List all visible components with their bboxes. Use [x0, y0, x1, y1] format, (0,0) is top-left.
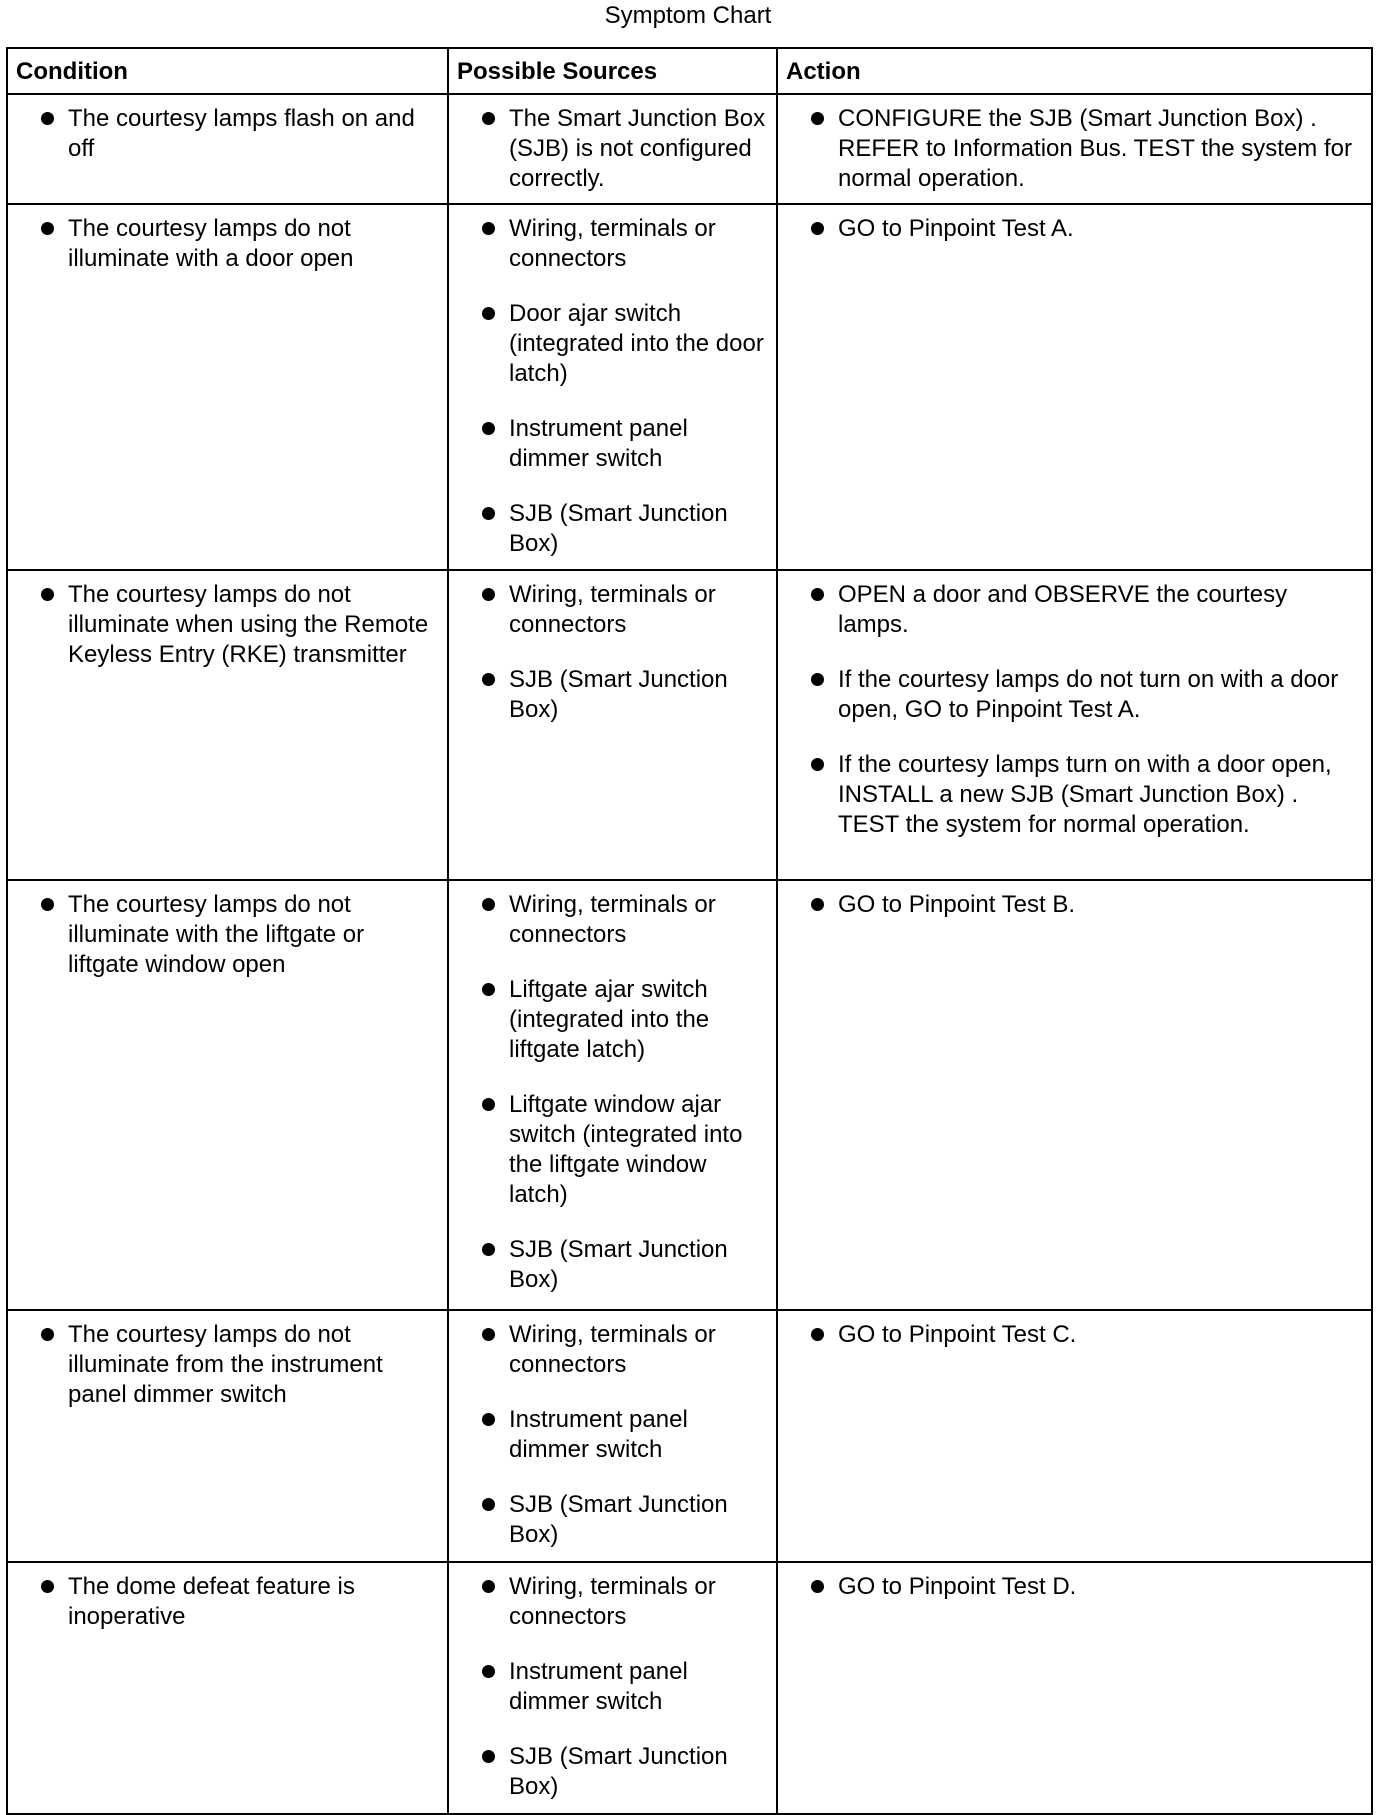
list-item: Wiring, terminals or connectors — [457, 1572, 768, 1632]
list-item: The courtesy lamps do not illuminate with a door open — [16, 214, 439, 274]
list-item: SJB (Smart Junction Box) — [457, 1235, 768, 1295]
list-item: If the courtesy lamps turn on with a door open, INSTALL a new SJB (Smart Junction Box) . TEST the system for normal operation. — [786, 750, 1363, 840]
sources-cell — [448, 880, 777, 1310]
action-cell — [777, 1310, 1372, 1562]
list-item: OPEN a door and OBSERVE the courtesy lamps. — [786, 580, 1363, 640]
sources-cell — [448, 204, 777, 570]
list-item: GO to Pinpoint Test B. — [786, 890, 1363, 920]
condition-cell — [7, 94, 448, 204]
list-item: Wiring, terminals or connectors — [457, 1320, 768, 1380]
list-item: The courtesy lamps do not illuminate from the instrument panel dimmer switch — [16, 1320, 439, 1410]
list-item: SJB (Smart Junction Box) — [457, 665, 768, 725]
action-cell — [777, 204, 1372, 570]
list-item: The Smart Junction Box (SJB) is not configured correctly. — [457, 104, 768, 194]
list-item: The courtesy lamps do not illuminate with the liftgate or liftgate window open — [16, 890, 439, 980]
condition-cell — [7, 1310, 448, 1562]
condition-cell — [7, 1562, 448, 1814]
table-row — [7, 204, 1372, 570]
action-cell — [777, 880, 1372, 1310]
sources-cell — [448, 570, 777, 880]
list-item: GO to Pinpoint Test D. — [786, 1572, 1363, 1602]
condition-cell — [7, 880, 448, 1310]
list-item: CONFIGURE the SJB (Smart Junction Box) . REFER to Information Bus. TEST the system for normal operation. — [786, 104, 1363, 194]
list-item: Instrument panel dimmer switch — [457, 414, 768, 474]
list-item: SJB (Smart Junction Box) — [457, 499, 768, 559]
list-item: SJB (Smart Junction Box) — [457, 1742, 768, 1802]
condition-cell — [7, 570, 448, 880]
table-row — [7, 880, 1372, 1310]
list-item: If the courtesy lamps do not turn on with a door open, GO to Pinpoint Test A. — [786, 665, 1363, 725]
action-cell — [777, 1562, 1372, 1814]
list-item: Door ajar switch (integrated into the door latch) — [457, 299, 768, 389]
list-item: GO to Pinpoint Test C. — [786, 1320, 1363, 1350]
list-item: Liftgate ajar switch (integrated into the liftgate latch) — [457, 975, 768, 1065]
sources-cell — [448, 1310, 777, 1562]
list-item: Wiring, terminals or connectors — [457, 890, 768, 950]
chart-title: Symptom Chart — [604, 2, 772, 29]
list-item: The courtesy lamps flash on and off — [16, 104, 439, 164]
list-item: Wiring, terminals or connectors — [457, 214, 768, 274]
list-item: Instrument panel dimmer switch — [457, 1657, 768, 1717]
list-item: The courtesy lamps do not illuminate when using the Remote Keyless Entry (RKE) transmitter — [16, 580, 439, 670]
table-row — [7, 1562, 1372, 1814]
header-possible-sources: Possible Sources — [448, 48, 777, 94]
list-item: SJB (Smart Junction Box) — [457, 1490, 768, 1550]
header-condition: Condition — [7, 48, 448, 94]
sources-cell — [448, 94, 777, 204]
sources-cell — [448, 1562, 777, 1814]
table-row — [7, 570, 1372, 880]
list-item: The dome defeat feature is inoperative — [16, 1572, 439, 1632]
header-action: Action — [777, 48, 1372, 94]
list-item: Wiring, terminals or connectors — [457, 580, 768, 640]
table-row — [7, 1310, 1372, 1562]
table-row — [7, 94, 1372, 204]
header-row — [7, 48, 1372, 94]
action-cell — [777, 570, 1372, 880]
symptom-table — [6, 47, 1373, 1815]
list-item: GO to Pinpoint Test A. — [786, 214, 1363, 244]
condition-cell — [7, 204, 448, 570]
action-cell — [777, 94, 1372, 204]
list-item: Liftgate window ajar switch (integrated into the liftgate window latch) — [457, 1090, 768, 1210]
list-item: Instrument panel dimmer switch — [457, 1405, 768, 1465]
